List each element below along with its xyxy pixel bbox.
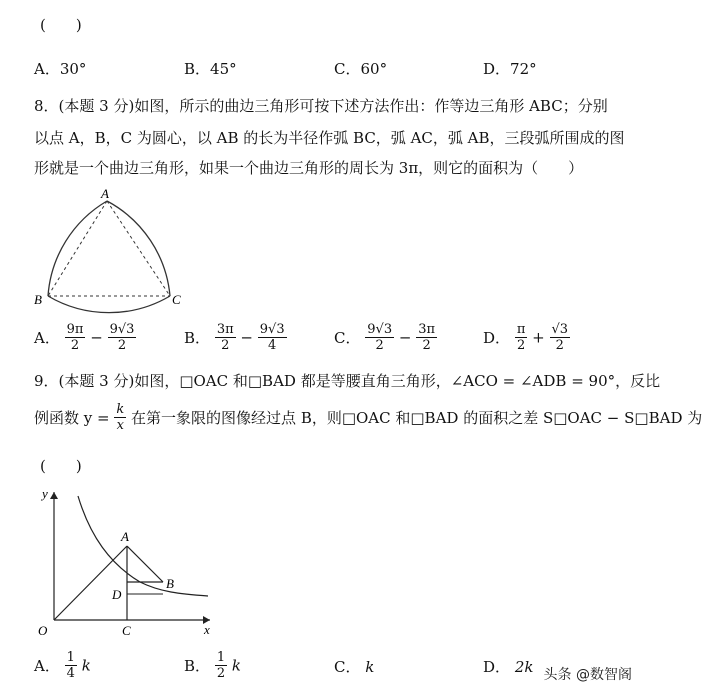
q7-option-c[interactable]: C．60° — [334, 60, 388, 78]
q9-stem-line1: 9．(本题 3 分)如图，□OAC 和□BAD 都是等腰直角三角形，∠ACO = ∠ADB = 90°，反比 — [34, 372, 661, 390]
q9-stem-line2: 例函数 y = $\frac{k}{x}$ 在第一象限的图像经过点 B，则□OAC 和□BAD 的面积之差 S□OAC − S□BAD 为 — [34, 402, 702, 433]
q9-label-a: A — [121, 529, 129, 544]
q9-option-a[interactable]: A． $\frac{1}{4}$ k — [34, 650, 91, 681]
q9-label-x: x — [204, 622, 210, 637]
q8-reuleaux-figure — [30, 188, 210, 308]
q7-option-d[interactable]: D．72° — [483, 60, 537, 78]
q7-answer-paren: ( ) — [40, 16, 82, 34]
q8-stem-line1: 8．(本题 3 分)如图，所示的曲边三角形可按下述方法作出：作等边三角形 ABC；分别 — [34, 97, 608, 115]
q8-option-d[interactable]: D． $\frac{\pi}{2}$ + $\frac{√3}{2}$ — [483, 322, 569, 353]
q8-label-b: B — [34, 292, 42, 307]
watermark-text: 头条 @数智阁 — [543, 667, 632, 683]
q7-option-a[interactable]: A．30° — [34, 60, 87, 78]
q9-label-c: C — [122, 623, 131, 638]
q9-label-o: O — [38, 623, 48, 638]
q9-option-d[interactable]: D． 2k — [483, 658, 534, 676]
q9-answer-paren: ( ) — [40, 457, 82, 475]
q9-label-b: B — [166, 576, 174, 591]
q9-coordinate-figure — [30, 484, 220, 644]
q8-label-c: C — [172, 292, 181, 307]
q8-option-a[interactable]: A． $\frac{9\pi}{2}$ − $\frac{9√3}{2}$ — [34, 322, 135, 353]
q8-option-c[interactable]: C． $\frac{9√3}{2}$ − $\frac{3\pi}{2}$ — [334, 322, 436, 353]
q9-option-c[interactable]: C． k — [334, 658, 375, 676]
q9-label-y: y — [42, 486, 48, 501]
q7-option-b[interactable]: B．45° — [184, 60, 237, 78]
q9-option-b[interactable]: B． $\frac{1}{2}$ k — [184, 650, 241, 681]
q9-label-d: D — [112, 587, 122, 602]
q8-label-a: A — [101, 186, 109, 201]
q8-stem-line2: 以点 A，B，C 为圆心，以 AB 的长为半径作弧 BC，弧 AC，弧 AB，三段弧所围成的图 — [34, 129, 625, 147]
q8-stem-line3: 形就是一个曲边三角形，如果一个曲边三角形的周长为 3π，则它的面积为（ ） — [34, 159, 584, 177]
q8-option-b[interactable]: B． $\frac{3\pi}{2}$ − $\frac{9√3}{4}$ — [184, 322, 285, 353]
